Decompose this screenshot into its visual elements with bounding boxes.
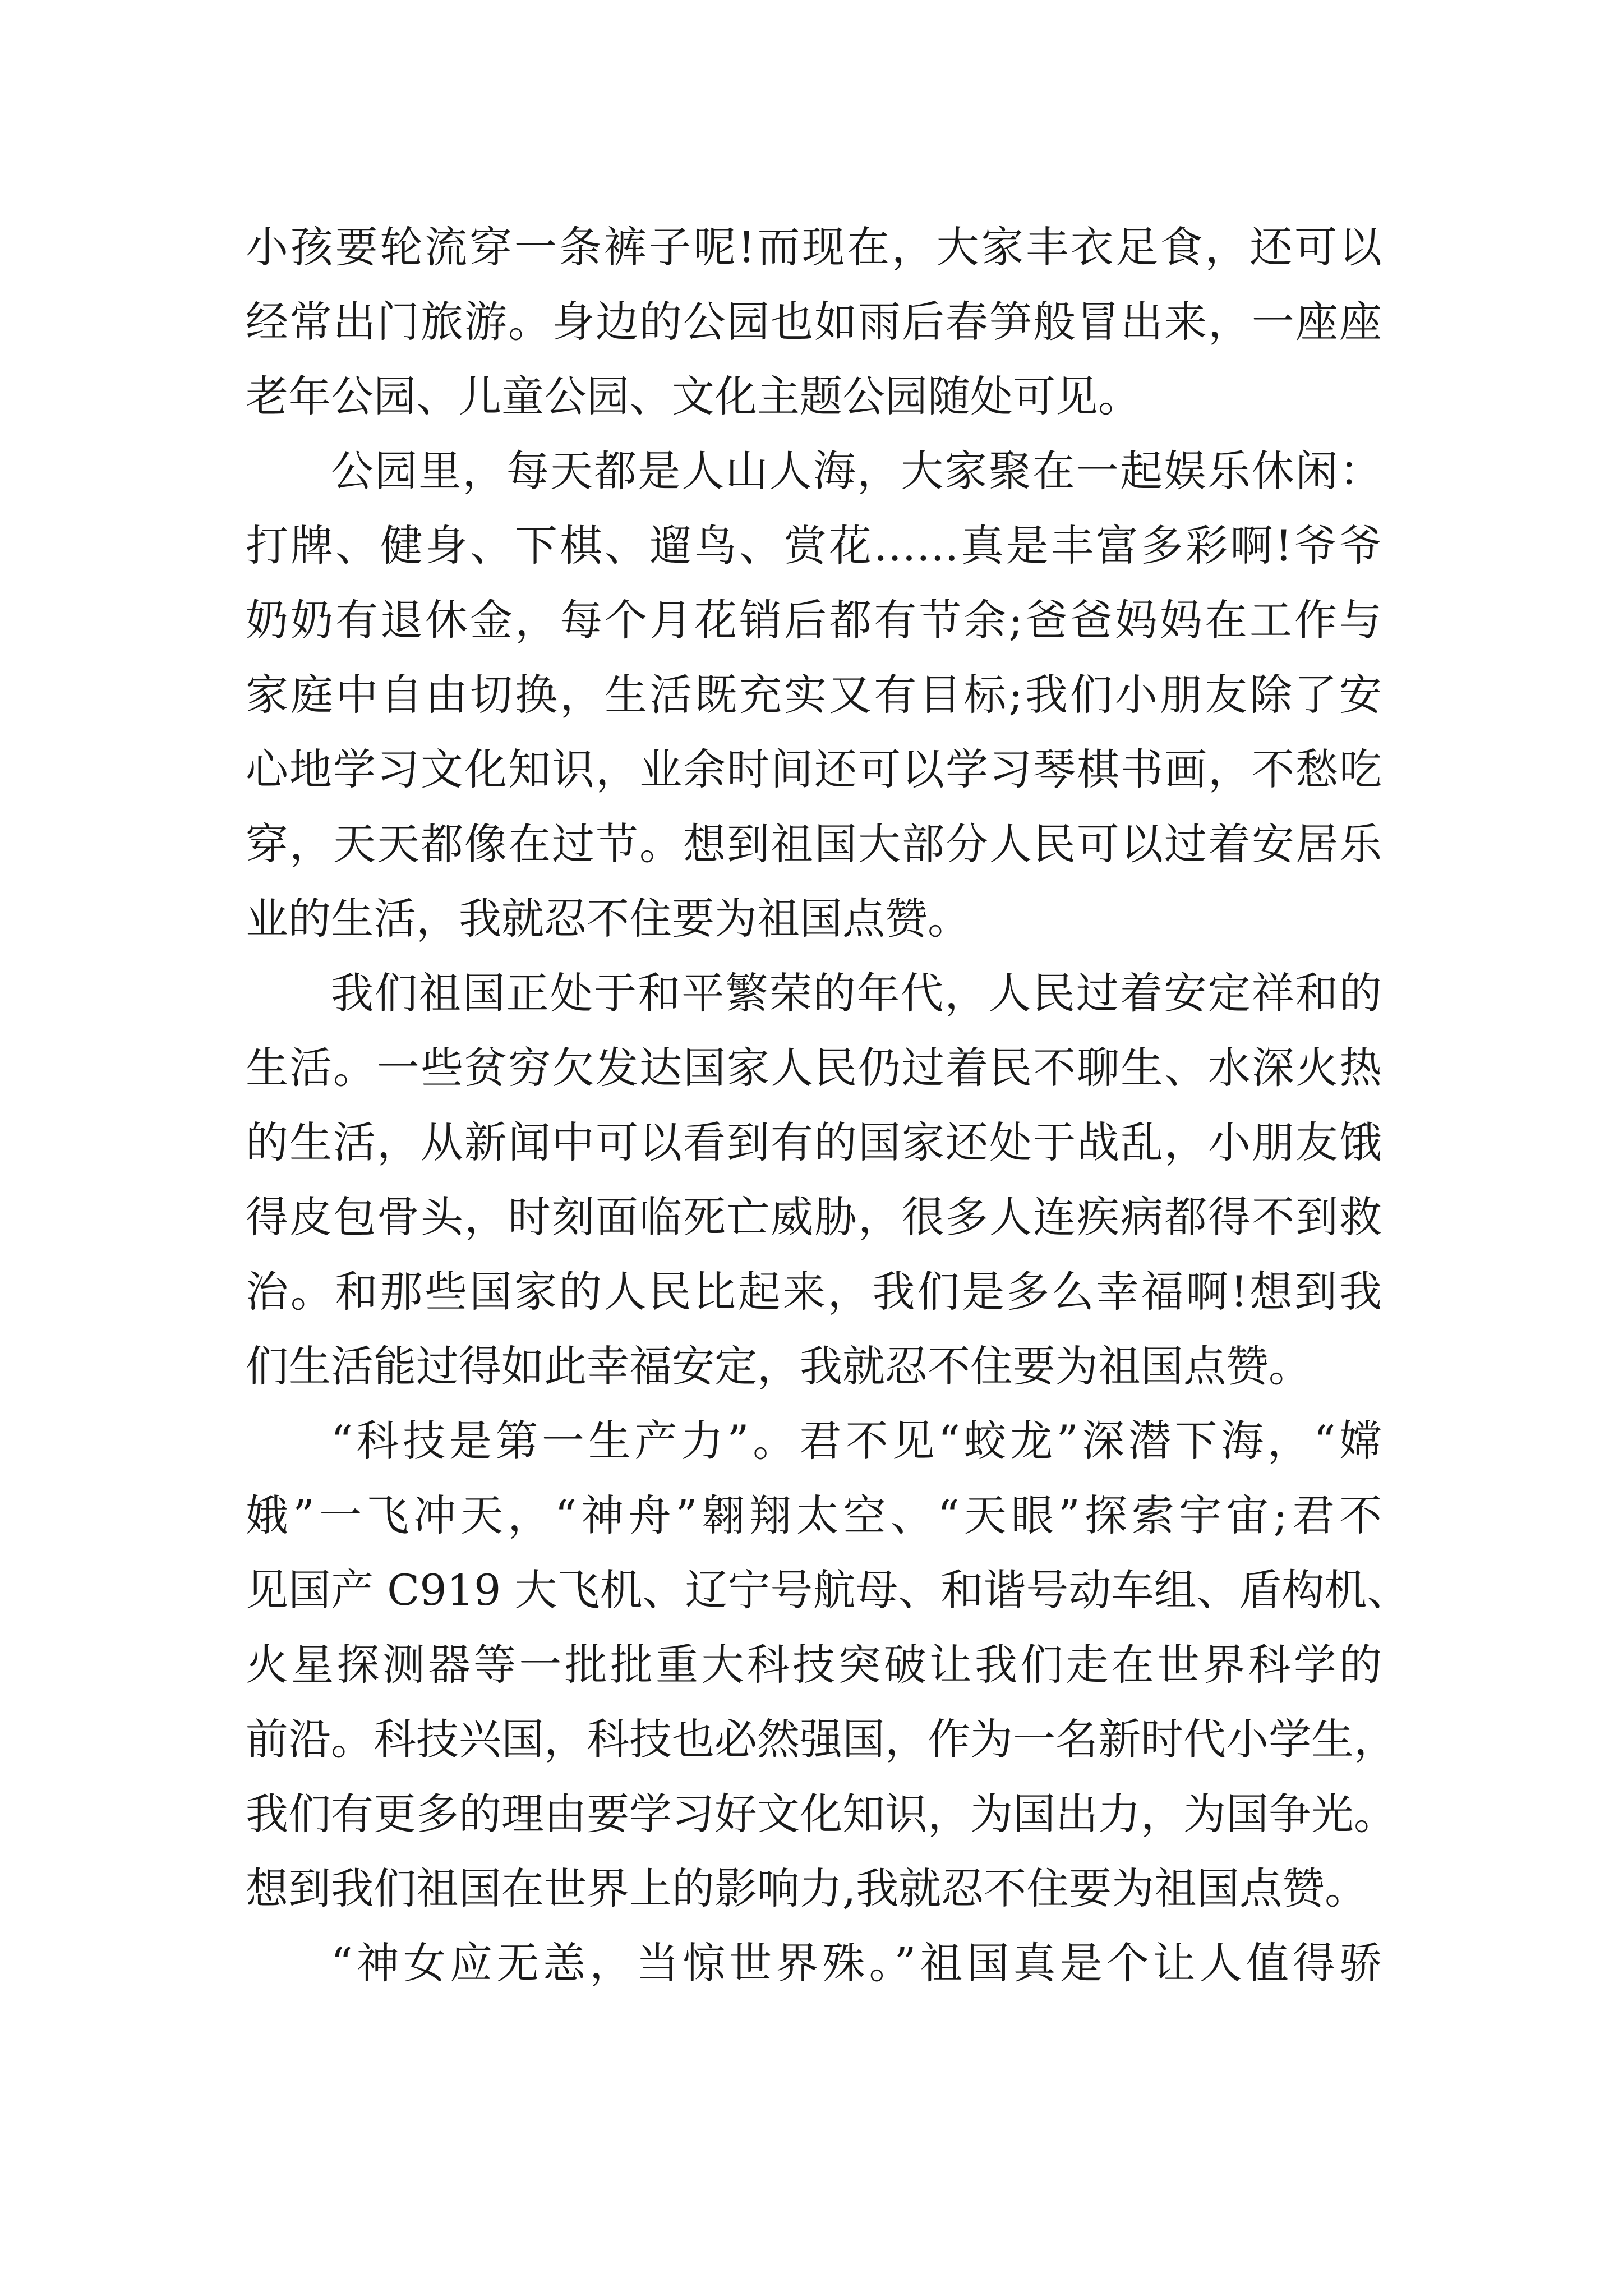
text-line: 心地学习文化知识，业余时间还可以学习琴棋书画，不愁吃 xyxy=(246,744,1382,794)
text-line: 家庭中自由切换，生活既充实又有目标;我们小朋友除了安 xyxy=(246,670,1382,720)
text-line: 老年公园、儿童公园、文化主题公园随处可见。 xyxy=(246,371,1141,421)
text-line: 见国产 C919 大飞机、辽宁号航母、和谐号动车组、盾构机、 xyxy=(246,1565,1410,1615)
text-line: “神女应无恙，当惊世界殊。”祖国真是个让人值得骄 xyxy=(331,1938,1382,1988)
body-text xyxy=(246,210,1410,2000)
text-line: 公园里，每天都是人山人海，大家聚在一起娱乐休闲： xyxy=(331,446,1382,496)
paragraph xyxy=(246,956,1382,1404)
text-line: 打牌、健身、下棋、遛鸟、赏花……真是丰富多彩啊!爷爷 xyxy=(246,521,1382,570)
text-line: 我们祖国正处于和平繁荣的年代，人民过着安定祥和的 xyxy=(331,968,1382,1018)
text-line: 前沿。科技兴国，科技也必然强国，作为一名新时代小学生， xyxy=(246,1714,1396,1764)
text-line: 奶奶有退休金，每个月花销后都有节余;爸爸妈妈在工作与 xyxy=(246,595,1382,645)
paragraph xyxy=(246,210,1382,434)
text-line: 我们有更多的理由要学习好文化知识，为国出力，为国争光。 xyxy=(246,1789,1396,1839)
text-line: 治。和那些国家的人民比起来，我们是多么幸福啊!想到我 xyxy=(246,1267,1382,1317)
text-line: 小孩要轮流穿一条裤子呢!而现在，大家丰衣足食，还可以 xyxy=(246,222,1382,272)
text-line: 业的生活，我就忍不住要为祖国点赞。 xyxy=(246,894,970,944)
text-line: 穿，天天都像在过节。想到祖国大部分人民可以过着安居乐 xyxy=(246,819,1382,869)
text-line: “科技是第一生产力”。君不见“蛟龙”深潜下海，“嫦 xyxy=(331,1416,1382,1466)
text-line: 得皮包骨头，时刻面临死亡威胁，很多人连疾病都得不到救 xyxy=(246,1192,1382,1242)
text-line: 的生活，从新闻中可以看到有的国家还处于战乱，小朋友饿 xyxy=(246,1117,1382,1167)
text-line: 想到我们祖国在世界上的影响力,我就忍不住要为祖国点赞。 xyxy=(246,1864,1368,1913)
paragraph xyxy=(246,1926,1382,2000)
text-line: 娥”一飞冲天，“神舟”翱翔太空、“天眼”探索宇宙;君不 xyxy=(246,1490,1382,1540)
text-line: 们生活能过得如此幸福安定，我就忍不住要为祖国点赞。 xyxy=(246,1341,1311,1391)
paragraph xyxy=(246,434,1382,956)
paragraph xyxy=(246,1404,1410,1926)
text-line: 经常出门旅游。身边的公园也如雨后春笋般冒出来，一座座 xyxy=(246,297,1382,347)
text-line: 火星探测器等一批批重大科技突破让我们走在世界科学的 xyxy=(246,1640,1382,1690)
text-line: 生活。一些贫穷欠发达国家人民仍过着民不聊生、水深火热 xyxy=(246,1043,1382,1093)
